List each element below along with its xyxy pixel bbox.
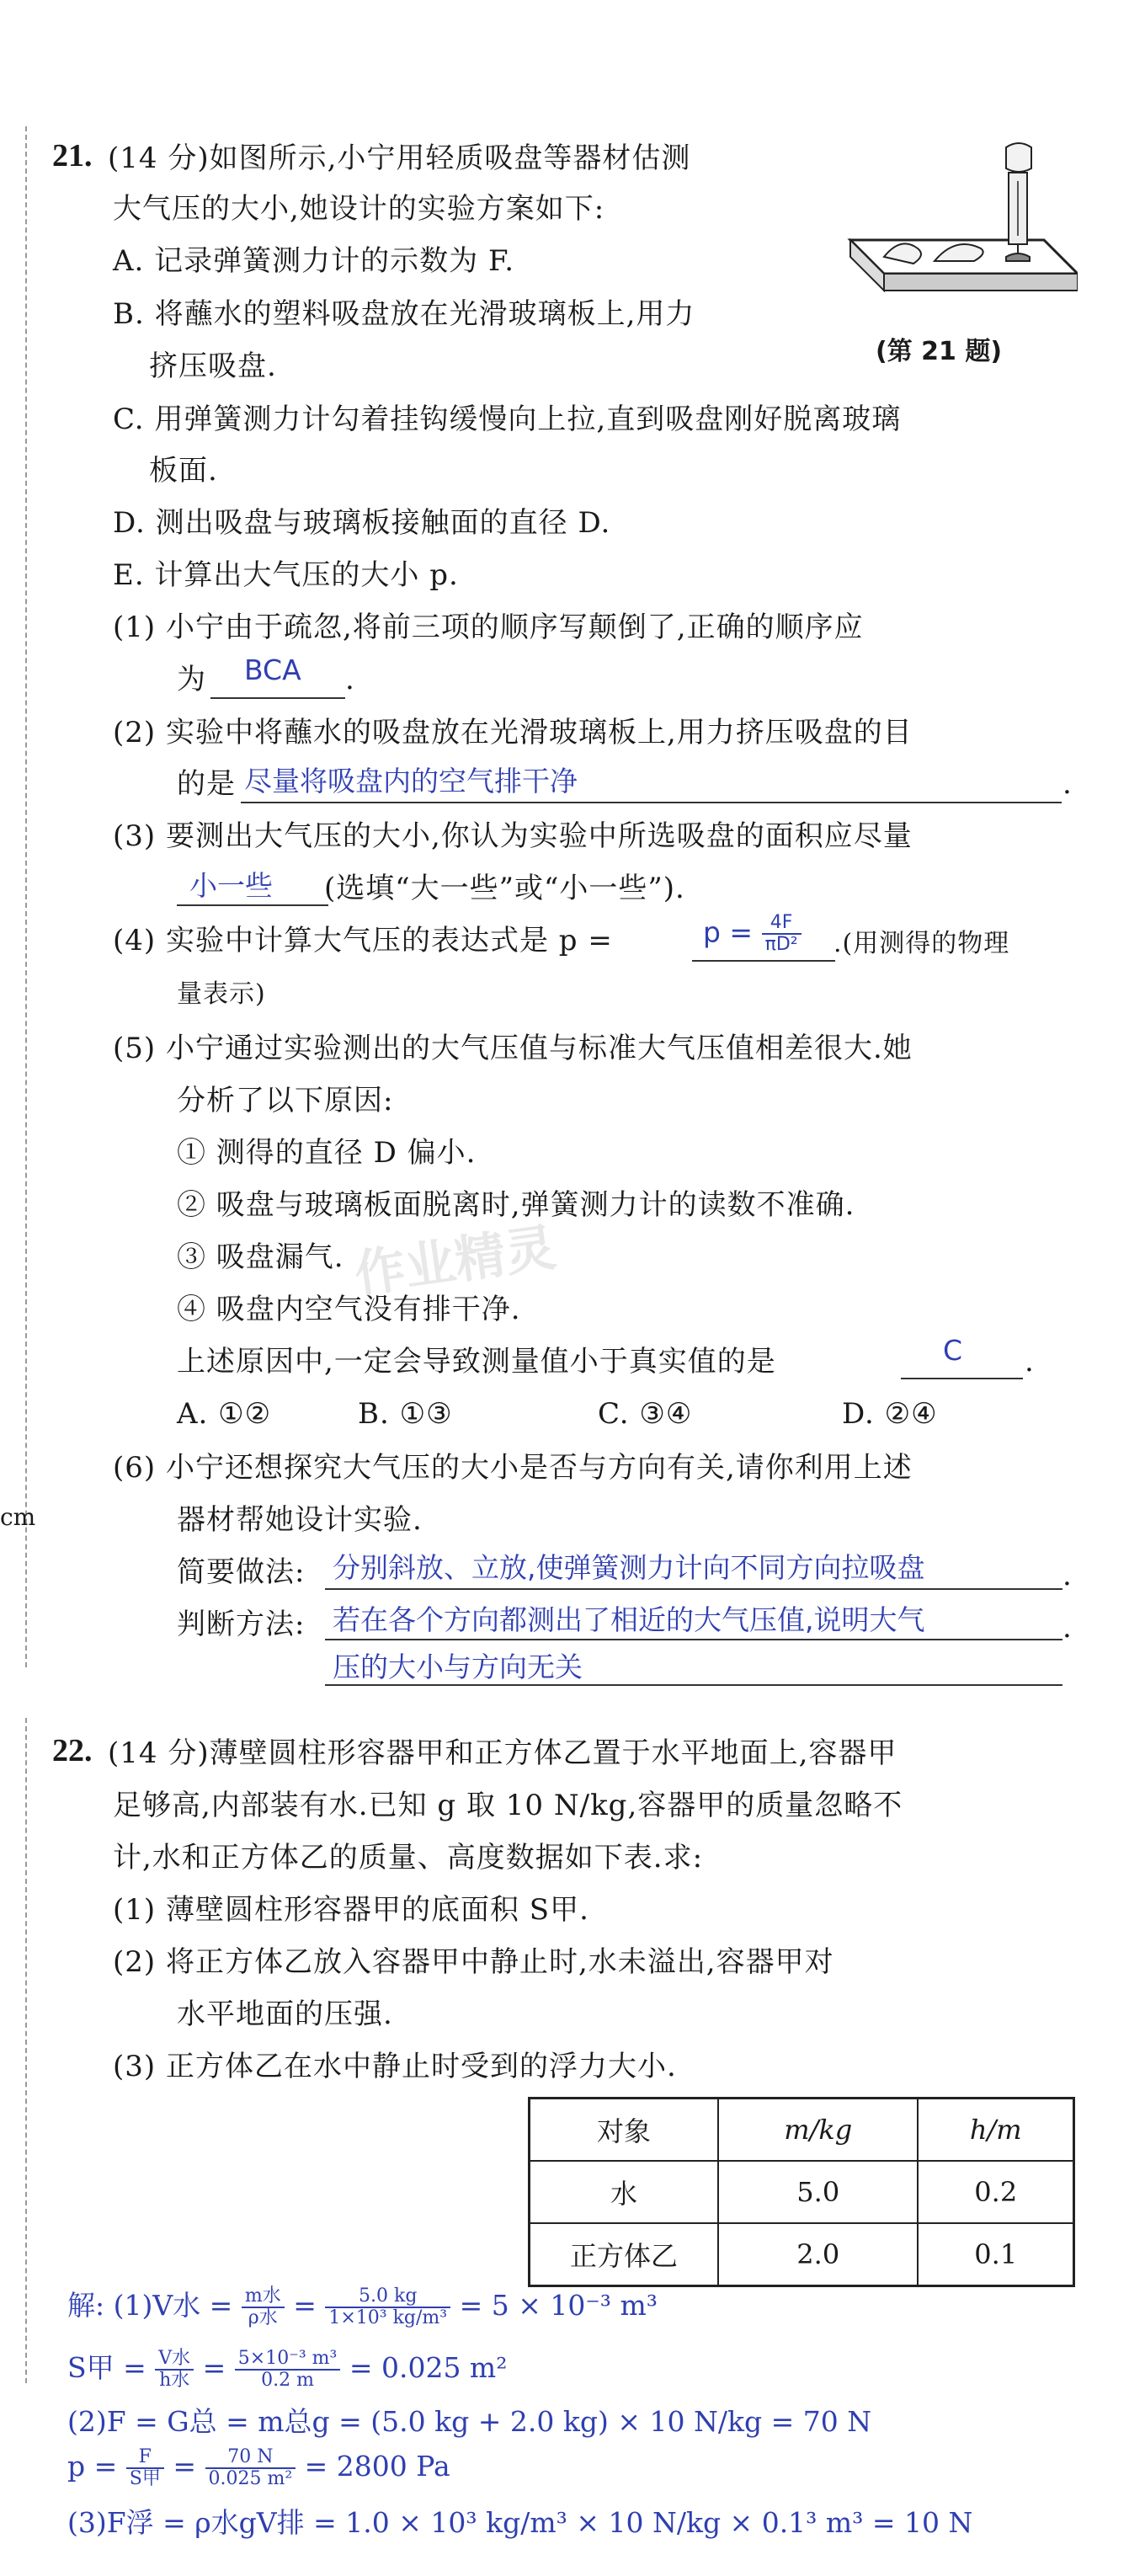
part-3-text: (3) 要测出大气压的大小,你认为实验中所选吸盘的面积应尽量	[113, 819, 913, 853]
question-number: 22.	[52, 1733, 93, 1768]
part-4-suffix: .(用测得的物理	[833, 929, 1010, 958]
solution-line-2	[67, 2346, 507, 2391]
judge-answer-line2: 压的大小与方向无关	[333, 1651, 583, 1683]
fraction-denominator: S甲	[129, 2468, 161, 2489]
judge-answer-line1: 若在各个方向都测出了相近的大气压值,说明大气	[333, 1603, 925, 1636]
binding-line	[25, 126, 27, 1667]
answer-blank	[241, 802, 1062, 803]
step-b: B. 将蘸水的塑料吸盘放在光滑玻璃板上,用力	[113, 297, 695, 331]
reason-1: ① 测得的直径 D 偏小.	[177, 1136, 477, 1170]
option-a: A. ①②	[177, 1397, 272, 1431]
part-1-suffix: .	[345, 663, 355, 696]
answer-blank	[177, 904, 328, 906]
table-row	[530, 2161, 1074, 2223]
fraction-numerator: 4F	[762, 913, 802, 935]
part-4-text-cont: 量表示)	[177, 979, 266, 1009]
fraction-numerator: 5.0 kg	[325, 2286, 450, 2308]
fraction-numerator: V水	[155, 2349, 194, 2371]
part-1-text: (1) 小宁由于疏忽,将前三项的顺序写颠倒了,正确的顺序应	[113, 611, 864, 644]
part-2-answer: 尽量将吸盘内的空气排干净	[244, 765, 578, 797]
part-3-suffix: (选填“大一些”或“小一些”).	[324, 872, 685, 905]
judge-dot: .	[1062, 1611, 1073, 1645]
fraction	[235, 2349, 341, 2391]
step-e: E. 计算出大气压的大小 p.	[113, 558, 459, 592]
option-d: D. ②④	[842, 1397, 938, 1431]
question-stem: 大气压的大小,她设计的实验方案如下:	[113, 192, 605, 226]
part-4-answer	[703, 913, 802, 955]
solution-text: = 0.025 m²	[349, 2351, 508, 2384]
answer-blank	[325, 1588, 1062, 1590]
solution-text: p =	[67, 2450, 118, 2483]
question-stem: (14 分)薄壁圆柱形容器甲和正方体乙置于水平地面上,容器甲	[108, 1736, 897, 1770]
method-answer: 分别斜放、立放,使弹簧测力计向不同方向拉吸盘	[333, 1551, 925, 1584]
option-c: C. ③④	[598, 1397, 693, 1431]
binding-line-lower	[25, 1718, 27, 2383]
part-3-text: (3) 正方体乙在水中静止时受到的浮力大小.	[113, 2050, 677, 2083]
reason-3: ③ 吸盘漏气.	[177, 1240, 344, 1274]
solution-line-4	[67, 2447, 450, 2489]
table-cell: 0.1	[918, 2223, 1073, 2286]
question-stem: (14 分)如图所示,小宁用轻质吸盘等器材估测	[108, 141, 691, 175]
fraction-denominator: 0.025 m²	[208, 2468, 293, 2489]
table-header-row	[530, 2099, 1074, 2162]
solution-text: =	[293, 2289, 317, 2322]
data-table	[528, 2097, 1075, 2287]
solution-text: = 5 × 10⁻³ m³	[459, 2289, 658, 2322]
option-b: B. ①③	[358, 1397, 453, 1431]
part-2-text: (2) 将正方体乙放入容器甲中静止时,水未溢出,容器甲对	[113, 1945, 834, 1979]
part-6-text-cont: 器材帮她设计实验.	[177, 1503, 423, 1537]
fraction-denominator: 1×10³ kg/m³	[328, 2307, 448, 2328]
answer-blank	[325, 1684, 1062, 1686]
solution-text: 解: (1)V水 =	[67, 2289, 233, 2322]
answer-blank	[901, 1378, 1023, 1379]
part-4-answer-lhs: p =	[703, 915, 754, 949]
part-2-text: (2) 实验中将蘸水的吸盘放在光滑玻璃板上,用力挤压吸盘的目	[113, 716, 913, 749]
answer-blank	[325, 1639, 1062, 1640]
solution-text: S甲 =	[67, 2351, 146, 2384]
table-cell: 水	[530, 2161, 719, 2223]
method-label: 简要做法:	[177, 1555, 306, 1589]
step-c: C. 用弹簧测力计勾着挂钩缓慢向上拉,直到吸盘刚好脱离玻璃	[113, 403, 902, 436]
fraction-numerator: m水	[242, 2286, 285, 2308]
solution-line-3: (2)F = G总 = m总g = (5.0 kg + 2.0 kg) × 10 N/kg = 70 N	[67, 2405, 872, 2438]
watermark: 作业精灵	[350, 1218, 560, 1305]
question-number: 21.	[52, 138, 93, 173]
solution-line-5: (3)F浮 = ρ水gV排 = 1.0 × 10³ kg/m³ × 10 N/kg × 0.1³ m³ = 10 N	[67, 2506, 973, 2539]
fraction-numerator: 70 N	[205, 2447, 296, 2469]
table-row	[530, 2223, 1074, 2286]
answer-blank	[692, 960, 835, 962]
answer-blank	[210, 697, 345, 699]
fraction-denominator: πD²	[764, 934, 798, 955]
solution-line-1	[67, 2284, 658, 2328]
reason-4: ④ 吸盘内空气没有排干净.	[177, 1293, 521, 1326]
fraction	[242, 2286, 285, 2328]
part-2-suffix: .	[1062, 767, 1073, 801]
fraction-numerator: 5×10⁻³ m³	[235, 2349, 341, 2371]
part-5-text: (5) 小宁通过实验测出的大气压值与标准大气压值相差很大.她	[113, 1032, 913, 1065]
part-1-text: (1) 薄壁圆柱形容器甲的底面积 S甲.	[113, 1893, 589, 1927]
part-4-answer-fraction	[762, 913, 802, 955]
table-cell: 5.0	[718, 2161, 918, 2223]
fraction-denominator: 0.2 m	[261, 2370, 314, 2391]
part-1-prefix: 为	[177, 663, 206, 696]
part-4-text: (4) 实验中计算大气压的表达式是 p =	[113, 924, 613, 957]
margin-cm-label: cm	[0, 1503, 36, 1531]
fraction	[205, 2447, 296, 2489]
table-header: h/m	[918, 2099, 1073, 2162]
table-cell: 正方体乙	[530, 2223, 719, 2286]
reason-2: ② 吸盘与玻璃板面脱离时,弹簧测力计的读数不准确.	[177, 1188, 855, 1222]
table-header: 对象	[530, 2099, 719, 2162]
part-2-prefix: 的是	[177, 767, 236, 801]
step-b-cont: 挤压吸盘.	[149, 349, 277, 383]
table-cell: 0.2	[918, 2161, 1073, 2223]
table-header: m/kg	[718, 2099, 918, 2162]
fraction	[155, 2349, 194, 2391]
part-5-suffix: .	[1025, 1345, 1035, 1379]
part-5-answer: C	[943, 1334, 963, 1367]
fraction-numerator: F	[126, 2447, 164, 2469]
question-stem: 足够高,内部装有水.已知 g 取 10 N/kg,容器甲的质量忽略不	[113, 1789, 903, 1822]
solution-text: = 2800 Pa	[304, 2450, 450, 2483]
step-a: A. 记录弹簧测力计的示数为 F.	[113, 244, 515, 278]
question-stem: 计,水和正方体乙的质量、高度数据如下表.求:	[113, 1841, 704, 1875]
part-3-answer: 小一些	[189, 869, 273, 902]
part-5-text-cont: 分析了以下原因:	[177, 1084, 394, 1117]
step-c-cont: 板面.	[149, 454, 218, 488]
part-1-answer: BCA	[244, 653, 301, 686]
step-d: D. 测出吸盘与玻璃板接触面的直径 D.	[113, 506, 611, 540]
fraction	[325, 2286, 450, 2328]
solution-text: =	[202, 2351, 226, 2384]
part-6-text: (6) 小宁还想探究大气压的大小是否与方向有关,请你利用上述	[113, 1451, 913, 1485]
method-dot: .	[1062, 1559, 1073, 1592]
part-5-question: 上述原因中,一定会导致测量值小于真实值的是	[177, 1345, 776, 1379]
fraction-denominator: ρ水	[248, 2307, 278, 2328]
solution-text: =	[173, 2450, 196, 2483]
figure-caption: (第 21 题)	[876, 337, 1003, 366]
fraction-denominator: h水	[159, 2370, 190, 2391]
part-2-text-cont: 水平地面的压强.	[177, 1997, 393, 2031]
judge-label: 判断方法:	[177, 1608, 306, 1641]
table-cell: 2.0	[718, 2223, 918, 2286]
fraction	[126, 2447, 164, 2489]
experiment-figure	[833, 139, 1078, 328]
